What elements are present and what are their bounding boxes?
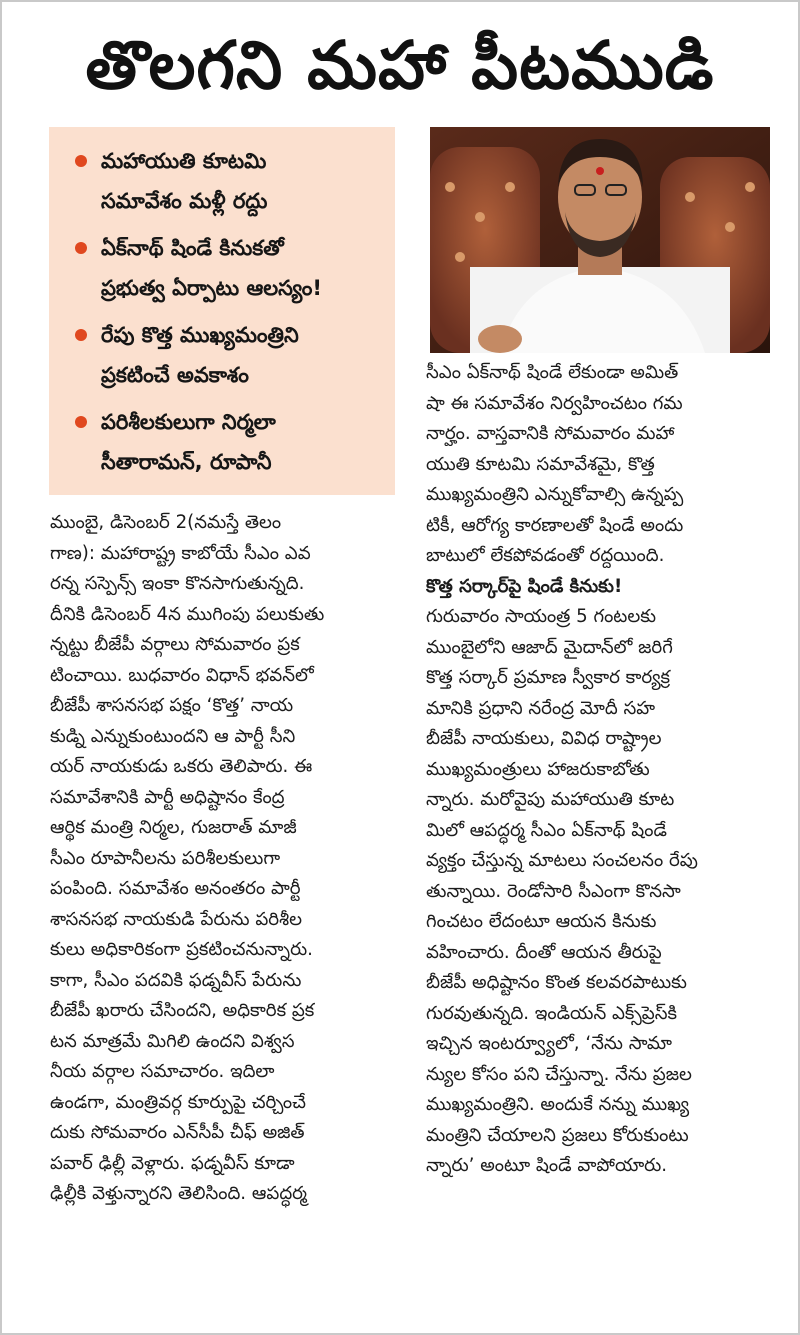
highlight-line: సమావేశం మళ్లీ రద్దు [101, 188, 268, 213]
highlight-item [75, 228, 381, 308]
highlight-line: సీతారామన్‌, రూపానీ [101, 449, 272, 474]
body-text-line: టించాయి. బుధవారం విధాన్‌ భవన్‌లో [50, 664, 314, 686]
body-text-line: ఇచ్చిన ఇంటర్వ్యూలో, ‘నేను సామా [426, 1033, 673, 1054]
body-text-line: తున్నాయి. రెండోసారి సీఎంగా కొనసా [426, 880, 681, 902]
bullet-icon [75, 329, 87, 341]
headline: తొలగని మహా పీటముడి [85, 27, 715, 104]
body-text-line: వ్యక్తం చేస్తున్న మాటలు సంచలనం రేపు [426, 850, 698, 871]
body-text-line: బీజేపీ శాసనసభ పక్షం ‘కొత్త’ నాయ [50, 695, 294, 716]
body-text-line: దీనికి డిసెంబర్‌ 4న ముగింపు పలుకుతు [50, 603, 325, 625]
body-text-line: గాణ): మహారాష్ట్ర కాబోయే సీఎం ఎవ [50, 542, 311, 564]
body-text-line: బీజేపీ అధిష్టానం కొంత కలవరపాటుకు [426, 972, 687, 993]
highlight-line: రేపు కొత్త ముఖ్యమంత్రిని [101, 322, 299, 347]
body-text-line: కొత్త సర్కార్‌ ప్రమాణ స్వీకార కార్యక్ర [426, 667, 671, 688]
bullet-icon [75, 242, 87, 254]
body-text-line: కాగా, సీఎం పదవికి ఫడ్నవీస్‌ పేరును [50, 969, 302, 991]
highlight-item [75, 141, 381, 221]
highlight-line: ప్రకటించే అవకాశం [101, 362, 249, 387]
body-text-line: ముంబై, డిసెంబర్‌ 2(నమస్తే తెలం [50, 512, 282, 533]
bullet-icon [75, 155, 87, 167]
body-text-line: మిలో ఆపద్ధర్మ సీఎం ఏక్‌నాథ్‌ షిండే [426, 819, 667, 841]
body-text-line: మంత్రిని చేయాలని ప్రజలు కోరుకుంటు [426, 1124, 689, 1146]
body-text-line: బాటులో లేకపోవడంతో రద్దయింది. [426, 545, 665, 566]
portrait-photo [430, 127, 770, 353]
body-text-line: నీయ వర్గాల సమాచారం. ఇదిలా [50, 1061, 275, 1082]
body-text-line: న్యుల కోసం పని చేస్తున్నా. నేను ప్రజల [426, 1063, 692, 1085]
body-text-line: షా ఈ సమావేశం నిర్వహించటం గమ [426, 392, 683, 414]
body-text-line: దుకు సోమవారం ఎన్‌సీపీ చీఫ్‌ అజిత్‌ [50, 1122, 305, 1143]
body-text-line: పవార్‌ ఢిల్లీ వెళ్లారు. ఫడ్నవీస్‌ కూడా [50, 1152, 295, 1174]
body-text-line: కులు అధికారికంగా ప్రకటించనున్నారు. [50, 939, 313, 960]
highlight-item [75, 315, 381, 395]
body-text-line: మానికి ప్రధాని నరేంద్ర మోదీ సహ [426, 697, 656, 719]
body-text-line: న్నారు. మరోవైపు మహాయుతి కూట [426, 789, 675, 810]
body-text-line: కుడ్ని ఎన్నుకుంటుందని ఆ పార్టీ సీని [50, 725, 296, 747]
subheading: కొత్త సర్కార్‌పై షిండే కినుకు! [426, 575, 623, 597]
bullet-icon [75, 416, 87, 428]
body-text-line: యుతి కూటమి సమావేశమై, కొత్త [426, 453, 655, 475]
body-text-line: టన మాత్రమే మిగిలి ఉందని విశ్వస [50, 1030, 295, 1052]
body-text-line: రన్న సస్పెన్స్‌ ఇంకా కొనసాగుతున్నది. [50, 573, 305, 594]
body-text-line: టికీ, ఆరోగ్య కారణాలతో షిండే అందు [426, 514, 684, 536]
body-text-line: ముఖ్యమంత్రిని. అందుకే నన్ను ముఖ్య [426, 1094, 690, 1115]
body-text-line: గురవుతున్నది. ఇండియన్‌ ఎక్స్‌ప్రెస్‌కి [426, 1002, 677, 1024]
body-text-line: శాసనసభ నాయకుడి పేరును పరిశీల [50, 908, 302, 930]
body-text-line: గించటం లేదంటూ ఆయన కినుకు [426, 911, 657, 932]
body-text-line: ఆర్థిక మంత్రి నిర్మల, గుజరాత్‌ మాజీ [50, 817, 297, 838]
body-text-line: బీజేపీ నాయకులు, వివిధ రాష్ట్రాల [426, 728, 662, 749]
body-text-line: ఢిల్లీకి వెళ్తున్నారని తెలిసింది. ఆపద్ధర్మ [50, 1183, 307, 1204]
body-text-line: న్నారు’ అంటూ షిండే వాపోయారు. [426, 1155, 668, 1176]
body-text-line: నార్హం. వాస్తవానికి సోమవారం మహా [426, 423, 675, 444]
highlight-line: ప్రభుత్వ ఏర్పాటు ఆలస్యం! [101, 275, 322, 300]
news-photo [430, 127, 770, 353]
body-text-line: సమావేశానికి పార్టీ అధిష్టానం కేంద్ర [50, 786, 285, 808]
highlight-line: ఏక్‌నాథ్‌ షిండే కినుకతో [101, 235, 284, 260]
highlight-line: పరిశీలకులుగా నిర్మలా [101, 409, 276, 434]
highlight-item [75, 402, 381, 482]
body-text-line: ముఖ్యమంత్రులు హాజరుకాబోతు [426, 758, 650, 780]
body-text-line: ముఖ్యమంత్రిని ఎన్నుకోవాల్సి ఉన్నప్ప [426, 484, 684, 505]
highlight-line: మహాయుతి కూటమి [101, 148, 267, 173]
body-text-line: పంపింది. సమావేశం అనంతరం పార్టీ [50, 878, 301, 899]
body-text-line: సీఎం రూపానీలను పరిశీలకులుగా [50, 847, 281, 869]
article-column-left [50, 508, 396, 1210]
body-text-line: గురువారం సాయంత్ర 5 గంటలకు [426, 606, 657, 627]
body-text-line: వహించారు. దీంతో ఆయన తీరుపై [426, 941, 662, 963]
body-text-line: బీజేపీ ఖరారు చేసిందని, అధికారిక ప్రక [50, 1000, 315, 1021]
body-text-line: న్నట్టు బీజేపీ వర్గాలు సోమవారం ప్రక [50, 634, 300, 655]
body-text-line: ఉండగా, మంత్రివర్గ కూర్పుపై చర్చించే [50, 1091, 306, 1113]
body-text-line: యర్‌ నాయకుడు ఒకరు తెలిపారు. ఈ [50, 756, 313, 777]
article-column-right [426, 358, 776, 1182]
body-text-line: ముంబైలోని ఆజాద్‌ మైదాన్‌లో జరిగే [426, 636, 673, 658]
highlights-box [49, 127, 395, 495]
body-text-line: సీఎం ఏక్‌నాథ్‌ షిండే లేకుండా అమిత్‌ [426, 362, 679, 383]
